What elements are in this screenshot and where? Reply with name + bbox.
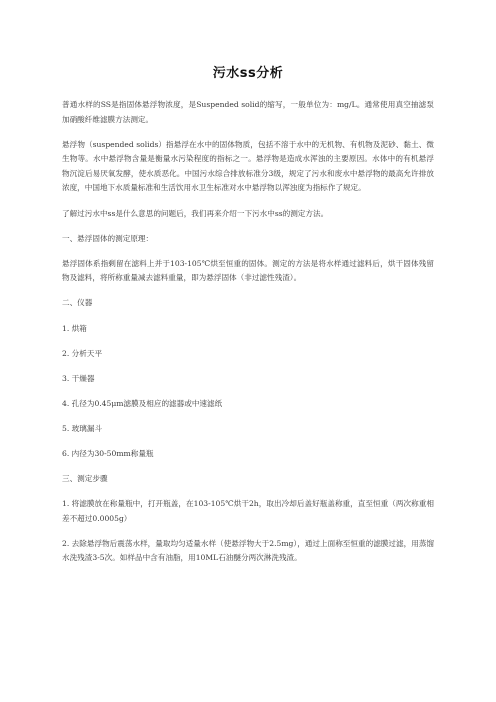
section-heading-instruments: 二、仪器	[62, 298, 93, 308]
list-item-instrument: 2. 分析天平	[62, 348, 103, 358]
section-heading-principle: 一、悬浮固体的测定原理：	[62, 233, 154, 243]
list-item-instrument: 3. 干燥器	[62, 373, 95, 383]
procedure-step: 1. 将滤膜放在称量瓶中，打开瓶盖，在103-105℃烘干2h，取出冷却后盖好瓶盖称重，直至恒重（两次称重相差不超过0.0005g）	[62, 499, 434, 523]
list-item-instrument: 4. 孔径为0.45μm滤膜及相应的滤器或中速滤纸	[62, 398, 223, 408]
list-item-instrument: 1. 烘箱	[62, 323, 87, 333]
paragraph-principle: 悬浮固体系指剩留在滤料上并于103-105℃烘至恒重的固体。测定的方法是将水样通过滤料后，烘干固体残留物及滤料，将所称重量减去滤料重量，即为悬浮固体（非过滤性残渣）。	[62, 258, 434, 283]
document-title: 污水ss分析	[212, 66, 284, 81]
paragraph-suspended-solids: 悬浮物（suspended solids）指悬浮在水中的固体物质，包括不溶于水中的无机物、有机物及泥砂、黏土、微生物等。水中悬浮物含量是衡量水污染程度的指标之一。悬浮物是造成水浑浊的主要原因。水体中的有机悬浮物沉淀后易厌氧发酵，使水质恶化。中国污水综合排放标准分3级，规定了污水和废水中悬浮物的最高允许排放浓度，中国地下水质量标准和生活饮用水卫生标准对水中悬浮物以浑浊度为指标作了规定。	[62, 139, 434, 193]
document-body	[62, 98, 434, 577]
paragraph-intro-method: 了解过污水中ss是什么意思的问题后，我们再来介绍一下污水中ss的测定方法。	[62, 208, 329, 218]
list-item-instrument: 5. 玻璃漏斗	[62, 423, 103, 433]
paragraph-ss-definition: 普通水样的SS是指固体悬浮物浓度，是Suspended solid的缩写，一般单位为：mg/L。通常使用真空抽滤泵加硝酸纤维滤膜方法测定。	[62, 100, 434, 124]
section-heading-procedure: 三、测定步骤	[62, 474, 108, 484]
list-item-instrument: 6. 内径为30-50mm称量瓶	[62, 449, 154, 458]
procedure-step: 2. 去除悬浮物后震荡水样，量取均匀适量水样（使悬浮物大于2.5mg），通过上面称至恒重的滤膜过滤，用蒸馏水洗残渣3-5次。如样品中含有油脂，用10ML石油醚分两次淋洗残渣。	[62, 538, 434, 563]
